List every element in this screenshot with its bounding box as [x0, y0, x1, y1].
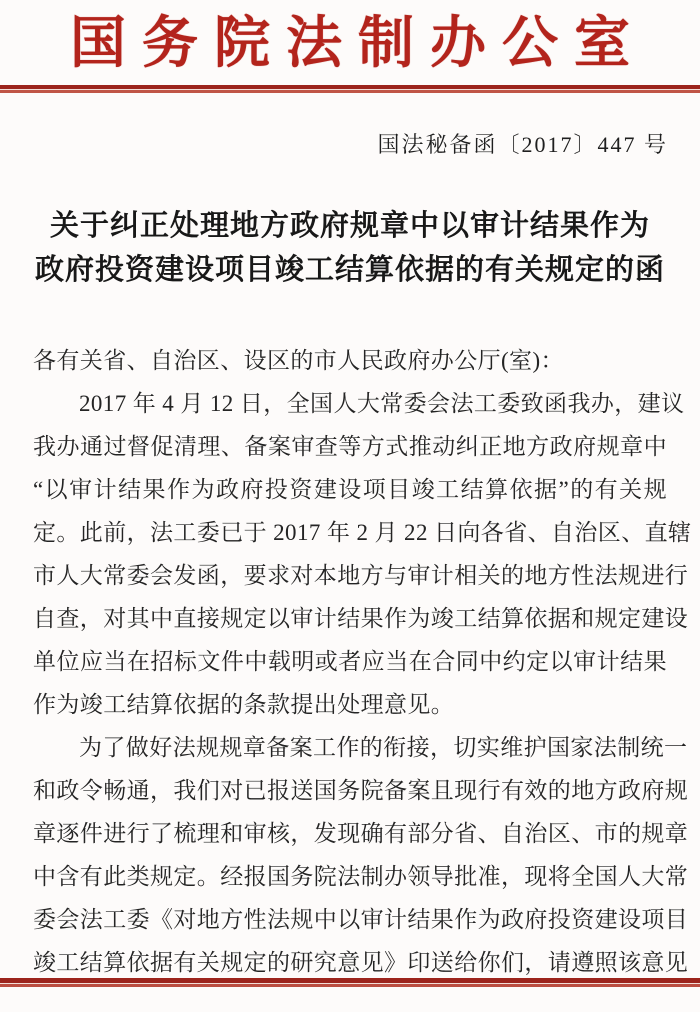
body-line: 委会法工委《对地方性法规中以审计结果作为政府投资建设项目 [33, 907, 689, 932]
body-line: 定。此前，法工委已于 2017 年 2 月 22 日向各省、自治区、直辖 [33, 520, 692, 545]
document-title [20, 204, 680, 292]
document-title-line1: 关于纠正处理地方政府规章中以审计结果作为 [49, 210, 650, 242]
salutation-line: 各有关省、自治区、设区的市人民政府办公厅(室)： [33, 348, 564, 373]
body-line: 竣工结算依据有关规定的研究意见》印送给你们，请遵照该意见 [33, 950, 689, 975]
body-line: 单位应当在招标文件中载明或者应当在合同中约定以审计结果 [33, 649, 667, 674]
body-line: 自查，对其中直接规定以审计结果作为竣工结算依据和规定建设 [33, 606, 689, 631]
body-line: 和政令畅通，我们对已报送国务院备案且现行有效的地方政府规 [33, 778, 689, 803]
body-line: 我办通过督促清理、备案审查等方式推动纠正地方政府规章中 [33, 434, 667, 459]
body-line: 2017 年 4 月 12 日，全国人大常委会法工委致函我办，建议 [79, 391, 685, 416]
body-line: 为了做好法规规章备案工作的衔接，切实维护国家法制统一 [79, 735, 688, 760]
body-line: 章逐件进行了梳理和审核，发现确有部分省、自治区、市的规章 [33, 821, 689, 846]
document-number: 国法秘备函〔2017〕447 号 [377, 132, 668, 157]
body-line: 中含有此类规定。经报国务院法制办领导批准，现将全国人大常 [33, 864, 689, 889]
body-line: 作为竣工结算依据的条款提出处理意见。 [33, 692, 455, 717]
body-line: 市人大常委会发函，要求对本地方与审计相关的地方性法规进行 [33, 563, 689, 588]
document-body [33, 339, 692, 984]
letterhead-divider [0, 85, 700, 95]
body-line: “以审计结果作为政府投资建设项目竣工结算依据”的有关规 [33, 477, 667, 502]
letterhead-org-name: 国务院法制办公室 [70, 13, 646, 75]
footer-divider [0, 978, 700, 989]
document-title-line2: 政府投资建设项目竣工结算依据的有关规定的函 [34, 254, 665, 286]
